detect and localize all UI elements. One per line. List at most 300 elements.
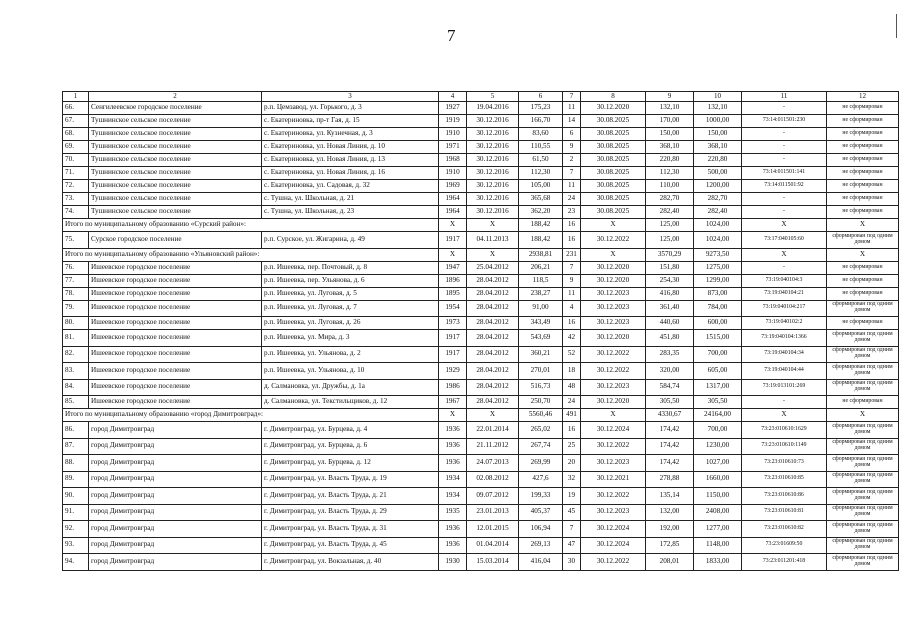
address-cell: р.п. Ишеевка, пер. Почтовый, д. 8 [262,261,439,274]
row-number: 72. [63,180,89,193]
relocation-date-cell: 30.12.2023 [581,504,646,521]
year-cell: 1896 [439,274,467,287]
plot-status-cell: не сформирован [827,287,899,300]
year-cell: 1969 [439,180,467,193]
address-cell: р.п. Цемзавод, ул. Горького, д. 3 [262,102,439,115]
area-cell: 265,02 [519,422,563,439]
recognition-date-cell: 30.12.2016 [467,193,519,206]
plot-area-cell: 700,00 [694,422,742,439]
table-row [63,206,899,219]
address-cell: г. Димитровград, ул. Власть Труда, д. 45 [262,537,439,554]
address-cell: г. Димитровград, ул. Бурцева, д. 6 [262,438,439,455]
plot-status-cell: не сформирован [827,102,899,115]
table-row [63,141,899,154]
residents-cell: 47 [563,537,581,554]
area-cell: 166,70 [519,115,563,128]
residents-cell: 491 [563,409,581,422]
relocation-date-cell: 30.12.2023 [581,317,646,330]
plot-status-cell: сформирован под одним домом [827,422,899,439]
land-area-cell: 451,80 [646,330,694,347]
area-cell: 365,68 [519,193,563,206]
land-area-cell: 132,00 [646,504,694,521]
address-cell: с. Екатериновка, ул. Новая Линия, д. 10 [262,141,439,154]
table-row [63,128,899,141]
residents-cell: 30 [563,554,581,571]
area-cell: 238,27 [519,287,563,300]
year-cell: 1986 [439,379,467,396]
plot-area-cell: 1275,00 [694,261,742,274]
plot-status-cell: Х [827,248,899,261]
plot-area-cell: 605,00 [694,363,742,380]
plot-area-cell: 368,10 [694,141,742,154]
plot-status-cell: сформирован под одним домом [827,363,899,380]
header-cell: 11 [742,92,827,102]
header-cell: 8 [581,92,646,102]
address-cell: р.п. Ишеевка, ул. Ульянова, д. 2 [262,346,439,363]
year-cell: 1936 [439,455,467,472]
area-cell: 5560,46 [519,409,563,422]
relocation-date-cell: 30.08.2025 [581,167,646,180]
area-cell: 110,55 [519,141,563,154]
cadastral-number-cell: 73:19:013101:269 [742,379,827,396]
residents-cell: 14 [563,115,581,128]
year-cell: Х [439,409,467,422]
relocation-date-cell: 30.08.2025 [581,206,646,219]
header-cell: 2 [89,92,262,102]
recognition-date-cell: 30.12.2016 [467,128,519,141]
plot-area-cell: 1000,00 [694,115,742,128]
table-row [63,422,899,439]
plot-status-cell: сформирован под одним домом [827,330,899,347]
plot-status-cell: не сформирован [827,261,899,274]
year-cell: Х [439,248,467,261]
year-cell: 1934 [439,488,467,505]
land-area-cell: 192,00 [646,521,694,538]
relocation-date-cell: Х [581,409,646,422]
municipality-cell: город Димитровград [89,521,262,538]
land-area-cell: 320,00 [646,363,694,380]
municipality-cell: город Димитровград [89,488,262,505]
plot-area-cell: 1317,00 [694,379,742,396]
plot-area-cell: 1200,00 [694,180,742,193]
plot-status-cell: сформирован под одним домом [827,438,899,455]
address-cell: р.п. Ишеевка, ул. Луговая, д. 26 [262,317,439,330]
address-cell: г. Димитровград, ул. Власть Труда, д. 21 [262,488,439,505]
plot-status-cell: сформирован под одним домом [827,488,899,505]
recognition-date-cell: 30.12.2016 [467,141,519,154]
relocation-date-cell: 30.12.2023 [581,379,646,396]
plot-status-cell: сформирован под одним домом [827,554,899,571]
plot-area-cell: 1833,00 [694,554,742,571]
area-cell: 416,04 [519,554,563,571]
residents-cell: 7 [563,167,581,180]
land-area-cell: 278,88 [646,471,694,488]
table-row [63,346,899,363]
year-cell: 1910 [439,167,467,180]
plot-area-cell: 873,00 [694,287,742,300]
row-number: 70. [63,154,89,167]
plot-status-cell: сформирован под одним домом [827,504,899,521]
relocation-date-cell: 30.12.2020 [581,274,646,287]
land-area-cell: 220,80 [646,154,694,167]
cadastral-number-cell: 73:23:01609:50 [742,537,827,554]
plot-area-cell: 282,70 [694,193,742,206]
relocation-date-cell: 30.12.2024 [581,537,646,554]
area-cell: 362,20 [519,206,563,219]
residents-cell: 16 [563,422,581,439]
land-area-cell: 174,42 [646,422,694,439]
area-cell: 427,6 [519,471,563,488]
plot-status-cell: не сформирован [827,128,899,141]
recognition-date-cell: 21.11.2012 [467,438,519,455]
land-area-cell: 4330,67 [646,409,694,422]
residents-cell: 7 [563,521,581,538]
cadastral-number-cell: - [742,261,827,274]
relocation-date-cell: 30.12.2022 [581,554,646,571]
header-cell: 1 [63,92,89,102]
residents-cell: 45 [563,504,581,521]
address-cell: р.п. Ишеевка, ул. Луговая, д. 7 [262,300,439,317]
table-row [63,504,899,521]
area-cell: 91,00 [519,300,563,317]
land-area-cell: 3570,29 [646,248,694,261]
relocation-date-cell: Х [581,248,646,261]
residents-cell: 2 [563,154,581,167]
row-number: 75. [63,232,89,249]
municipality-cell: Ишеевское городское поселение [89,379,262,396]
relocation-date-cell: 30.12.2022 [581,232,646,249]
municipality-cell: Ишеевское городское поселение [89,396,262,409]
residents-cell: 18 [563,363,581,380]
municipality-cell: Тушнинское сельское поселение [89,180,262,193]
table-row [63,379,899,396]
cadastral-number-cell: - [742,193,827,206]
row-number: 68. [63,128,89,141]
table-row [63,287,899,300]
area-cell: 360,21 [519,346,563,363]
year-cell: 1971 [439,141,467,154]
area-cell: 175,23 [519,102,563,115]
row-number: 86. [63,422,89,439]
land-area-cell: 170,00 [646,115,694,128]
relocation-date-cell: 30.12.2021 [581,471,646,488]
plot-status-cell: сформирован под одним домом [827,300,899,317]
relocation-date-cell: 30.12.2022 [581,488,646,505]
housing-register-table [62,91,899,571]
area-cell: 516,73 [519,379,563,396]
address-cell: с. Тушна, ул. Школьная, д. 23 [262,206,439,219]
relocation-date-cell: 30.12.2023 [581,287,646,300]
subtotal-row [63,219,899,232]
year-cell: 1954 [439,300,467,317]
recognition-date-cell: 30.12.2016 [467,180,519,193]
plot-area-cell: 1515,00 [694,330,742,347]
relocation-date-cell: Х [581,219,646,232]
plot-status-cell: не сформирован [827,167,899,180]
year-cell: 1936 [439,521,467,538]
year-cell: 1964 [439,193,467,206]
address-cell: г. Димитровград, ул. Власть Труда, д. 31 [262,521,439,538]
address-cell: р.п. Ишеевка, ул. Мира, д. 3 [262,330,439,347]
recognition-date-cell: 23.01.2013 [467,504,519,521]
residents-cell: 9 [563,274,581,287]
row-number: 84. [63,379,89,396]
municipality-cell: город Димитровград [89,537,262,554]
plot-status-cell: сформирован под одним домом [827,455,899,472]
row-number: 67. [63,115,89,128]
subtotal-label: Итого по муниципальному образованию «город Димитровград»: [63,409,439,422]
plot-status-cell: не сформирован [827,180,899,193]
table-row [63,537,899,554]
recognition-date-cell: 30.12.2016 [467,154,519,167]
table-row [63,102,899,115]
residents-cell: 6 [563,128,581,141]
plot-status-cell: сформирован под одним домом [827,379,899,396]
table-row [63,261,899,274]
relocation-date-cell: 30.12.2023 [581,300,646,317]
scan-edge-mark [896,14,897,38]
plot-area-cell: 1277,00 [694,521,742,538]
cadastral-number-cell: 73:23:010610:86 [742,488,827,505]
municipality-cell: Ишеевское городское поселение [89,363,262,380]
plot-status-cell: сформирован под одним домом [827,346,899,363]
recognition-date-cell: 28.04.2012 [467,379,519,396]
residents-cell: 16 [563,232,581,249]
land-area-cell: 282,70 [646,193,694,206]
relocation-date-cell: 30.08.2025 [581,115,646,128]
relocation-date-cell: 30.08.2025 [581,154,646,167]
area-cell: 250,70 [519,396,563,409]
recognition-date-cell: 28.04.2012 [467,287,519,300]
row-number: 79. [63,300,89,317]
address-cell: д. Салмановка, ул. Дружбы, д. 1а [262,379,439,396]
table-row [63,396,899,409]
year-cell: 1947 [439,261,467,274]
address-cell: д. Салмановка, ул. Текстильщиков, д. 12 [262,396,439,409]
land-area-cell: 283,35 [646,346,694,363]
residents-cell: 23 [563,206,581,219]
area-cell: 61,50 [519,154,563,167]
table-row [63,471,899,488]
municipality-cell: Ишеевское городское поселение [89,330,262,347]
address-cell: г. Димитровград, ул. Бурцева, д. 4 [262,422,439,439]
year-cell: 1968 [439,154,467,167]
recognition-date-cell: 30.12.2016 [467,115,519,128]
year-cell: 1967 [439,396,467,409]
cadastral-number-cell: 73:23:010610:1629 [742,422,827,439]
table-row [63,330,899,347]
plot-area-cell: 784,00 [694,300,742,317]
year-cell: 1935 [439,504,467,521]
row-number: 74. [63,206,89,219]
residents-cell: 48 [563,379,581,396]
area-cell: 269,13 [519,537,563,554]
area-cell: 543,69 [519,330,563,347]
cadastral-number-cell: 73:23:011201:418 [742,554,827,571]
recognition-date-cell: 01.04.2014 [467,537,519,554]
cadastral-number-cell: 73:19:040104:21 [742,287,827,300]
recognition-date-cell: 09.07.2012 [467,488,519,505]
plot-status-cell: не сформирован [827,115,899,128]
table-row [63,300,899,317]
cadastral-number-cell: Х [742,219,827,232]
recognition-date-cell: Х [467,219,519,232]
year-cell: 1973 [439,317,467,330]
relocation-date-cell: 30.08.2025 [581,193,646,206]
residents-cell: 24 [563,396,581,409]
table-row [63,167,899,180]
residents-cell: 9 [563,141,581,154]
recognition-date-cell: 02.08.2012 [467,471,519,488]
land-area-cell: 584,74 [646,379,694,396]
year-cell: Х [439,219,467,232]
table-row [63,274,899,287]
land-area-cell: 112,30 [646,167,694,180]
relocation-date-cell: 30.12.2022 [581,438,646,455]
cadastral-number-cell: 73:23:010610:81 [742,504,827,521]
recognition-date-cell: 28.04.2012 [467,330,519,347]
recognition-date-cell: 28.04.2012 [467,274,519,287]
recognition-date-cell: 19.04.2016 [467,102,519,115]
cadastral-number-cell: Х [742,409,827,422]
municipality-cell: Сенгилеевское городское поселение [89,102,262,115]
year-cell: 1917 [439,330,467,347]
relocation-date-cell: 30.08.2025 [581,128,646,141]
row-number: 81. [63,330,89,347]
year-cell: 1895 [439,287,467,300]
plot-area-cell: 9273,50 [694,248,742,261]
residents-cell: 20 [563,455,581,472]
address-cell: г. Димитровград, ул. Власть Труда, д. 19 [262,471,439,488]
address-cell: с. Тушна, ул. Школьная, д. 21 [262,193,439,206]
plot-area-cell: 600,00 [694,317,742,330]
header-cell: 10 [694,92,742,102]
cadastral-number-cell: 73:23:010610:82 [742,521,827,538]
year-cell: 1917 [439,346,467,363]
plot-status-cell: сформирован под одним домом [827,232,899,249]
municipality-cell: Тушнинское сельское поселение [89,115,262,128]
plot-area-cell: 1660,00 [694,471,742,488]
plot-area-cell: 132,10 [694,102,742,115]
land-area-cell: 125,00 [646,232,694,249]
table-row [63,554,899,571]
address-cell: г. Димитровград, ул. Власть Труда, д. 29 [262,504,439,521]
residents-cell: 42 [563,330,581,347]
area-cell: 2938,81 [519,248,563,261]
page-number: 7 [447,26,456,45]
municipality-cell: город Димитровград [89,455,262,472]
header-cell: 4 [439,92,467,102]
table-row [63,317,899,330]
table-row [63,438,899,455]
area-cell: 269,99 [519,455,563,472]
table-row [63,154,899,167]
table-row [63,115,899,128]
cadastral-number-cell: - [742,128,827,141]
plot-area-cell: 1299,00 [694,274,742,287]
table-row [63,363,899,380]
year-cell: 1936 [439,422,467,439]
recognition-date-cell: 22.01.2014 [467,422,519,439]
address-cell: с. Екатериновка, ул. Новая Линия, д. 16 [262,167,439,180]
recognition-date-cell: 25.04.2012 [467,261,519,274]
municipality-cell: город Димитровград [89,438,262,455]
municipality-cell: Тушнинское сельское поселение [89,154,262,167]
municipality-cell: Тушнинское сельское поселение [89,128,262,141]
row-number: 73. [63,193,89,206]
recognition-date-cell: 04.11.2013 [467,232,519,249]
plot-area-cell: 1230,00 [694,438,742,455]
recognition-date-cell: 28.04.2012 [467,346,519,363]
land-area-cell: 282,40 [646,206,694,219]
cadastral-number-cell: 73:19:040102:2 [742,317,827,330]
residents-cell: 16 [563,317,581,330]
plot-area-cell: 1148,00 [694,537,742,554]
municipality-cell: Ишеевское городское поселение [89,274,262,287]
header-cell: 7 [563,92,581,102]
land-area-cell: 174,42 [646,438,694,455]
row-number: 82. [63,346,89,363]
row-number: 88. [63,455,89,472]
land-area-cell: 174,42 [646,455,694,472]
subtotal-row [63,409,899,422]
municipality-cell: Ишеевское городское поселение [89,261,262,274]
subtotal-label: Итого по муниципальному образованию «Сурский район»: [63,219,439,232]
area-cell: 343,49 [519,317,563,330]
plot-area-cell: 24164,00 [694,409,742,422]
residents-cell: 32 [563,471,581,488]
relocation-date-cell: 30.12.2020 [581,102,646,115]
cadastral-number-cell: 73:14:011501:141 [742,167,827,180]
cadastral-number-cell: 73:19:040104:217 [742,300,827,317]
residents-cell: 16 [563,219,581,232]
plot-area-cell: 2408,00 [694,504,742,521]
year-cell: 1964 [439,206,467,219]
cadastral-number-cell: - [742,141,827,154]
recognition-date-cell: 28.04.2012 [467,300,519,317]
residents-cell: 231 [563,248,581,261]
municipality-cell: Тушнинское сельское поселение [89,193,262,206]
header-cell: 6 [519,92,563,102]
address-cell: р.п. Ишеевка, ул. Луговая, д. 5 [262,287,439,300]
municipality-cell: Ишеевское городское поселение [89,287,262,300]
year-cell: 1919 [439,115,467,128]
area-cell: 112,30 [519,167,563,180]
residents-cell: 19 [563,488,581,505]
municipality-cell: город Димитровград [89,504,262,521]
plot-area-cell: 1027,00 [694,455,742,472]
plot-area-cell: 305,50 [694,396,742,409]
plot-status-cell: сформирован под одним домом [827,537,899,554]
row-number: 85. [63,396,89,409]
plot-area-cell: 282,40 [694,206,742,219]
area-cell: 188,42 [519,232,563,249]
area-cell: 106,94 [519,521,563,538]
plot-area-cell: 1024,00 [694,232,742,249]
recognition-date-cell: 30.12.2016 [467,167,519,180]
row-number: 66. [63,102,89,115]
cadastral-number-cell: 73:14:011501:230 [742,115,827,128]
recognition-date-cell: 28.04.2012 [467,396,519,409]
plot-area-cell: 1150,00 [694,488,742,505]
year-cell: 1936 [439,438,467,455]
address-cell: с. Екатериновка, ул. Кузнечная, д. 3 [262,128,439,141]
relocation-date-cell: 30.08.2025 [581,141,646,154]
area-cell: 83,60 [519,128,563,141]
land-area-cell: 254,30 [646,274,694,287]
land-area-cell: 132,10 [646,102,694,115]
table-row [63,488,899,505]
